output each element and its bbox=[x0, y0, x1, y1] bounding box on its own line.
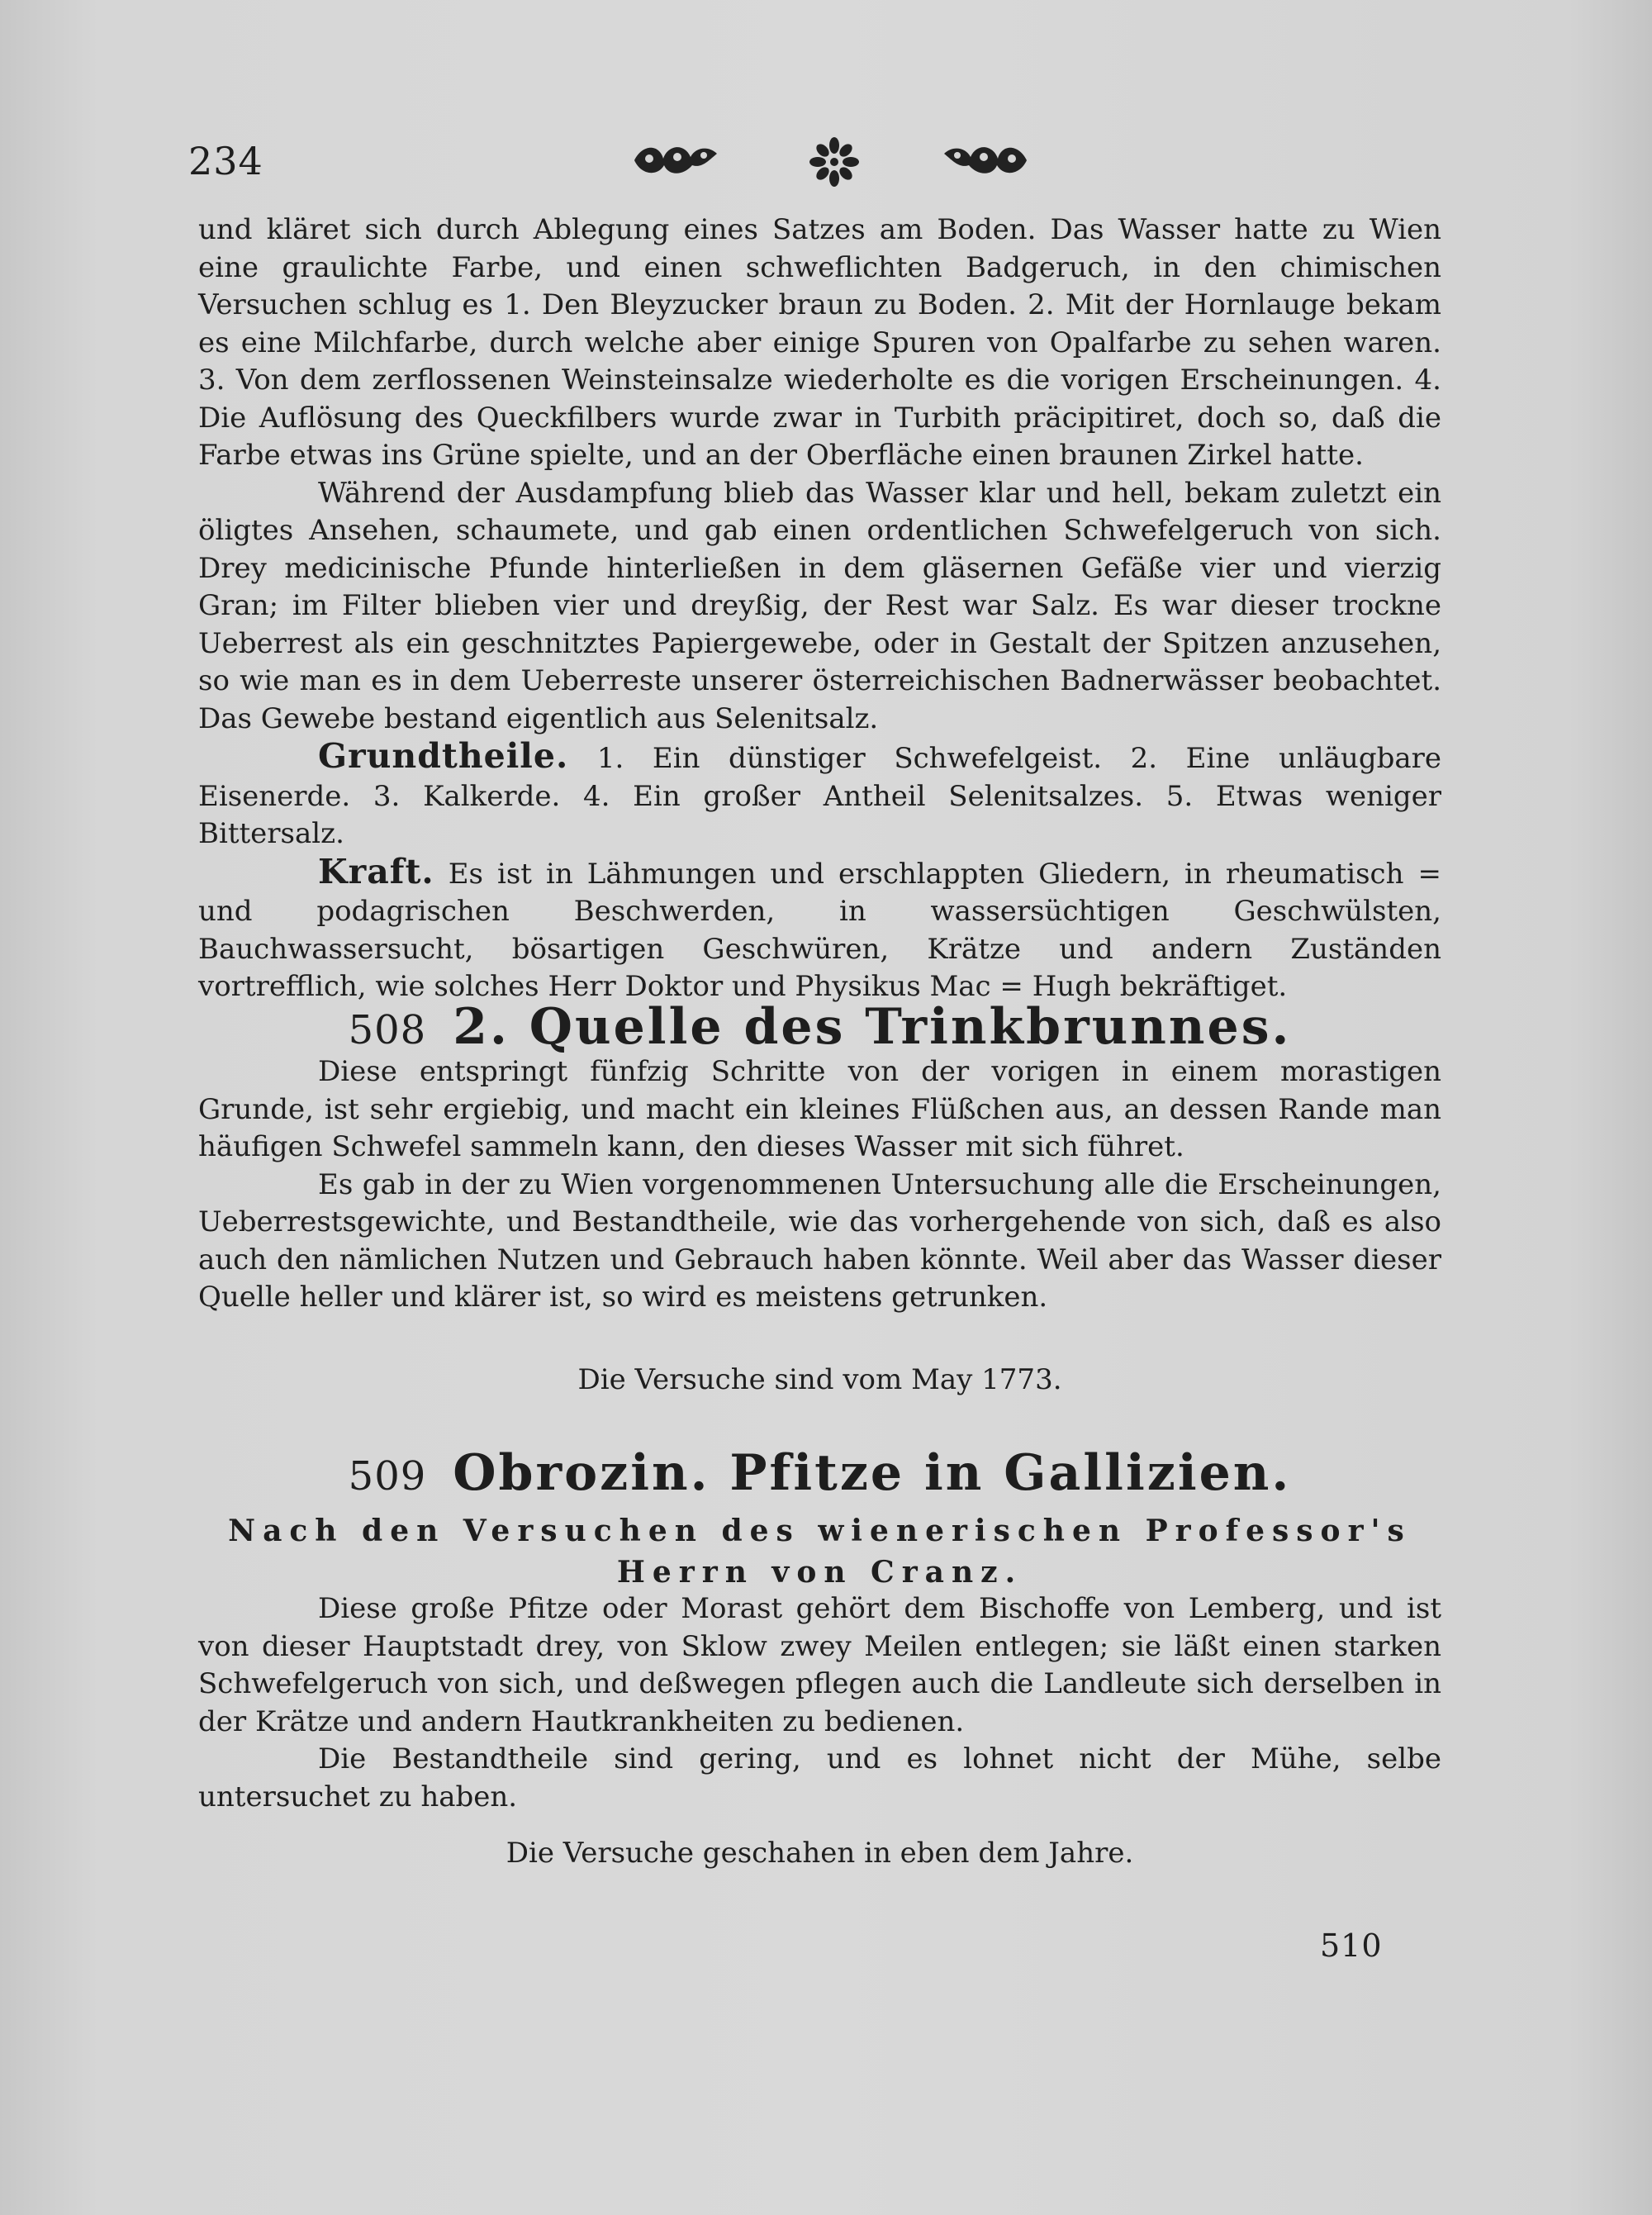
catchword: 510 bbox=[1320, 1927, 1383, 1964]
section-heading-509 bbox=[198, 1444, 1441, 1502]
experiment-date: Die Versuche sind vom May 1773. bbox=[577, 1363, 1062, 1396]
paragraph-lead: Grundtheile. bbox=[318, 736, 569, 776]
paragraph: Die Bestandtheile sind gering, und es lohnet nicht der Mühe, selbe untersuchet zu haben. bbox=[198, 1742, 1441, 1813]
page-header bbox=[188, 132, 1444, 190]
paragraph: Es gab in der zu Wien vorgenommenen Untersuchung alle die Erscheinungen, Ueberrestsgewichte, und Bestandtheile, wie das vorhergehende von sich, daß es also auch den nämlichen Nutzen und Gebrauch haben könnte. Weil aber das Wasser dieser Quelle heller und klärer ist, so wird es meistens getrunken. bbox=[198, 1167, 1441, 1314]
page-number: 234 bbox=[188, 139, 263, 183]
fleuron-right-icon bbox=[936, 135, 1035, 185]
paragraph: Während der Ausdampfung blieb das Wasser klar und hell, bekam zuletzt ein öligtes Ansehen, schaumete, und gab einen ordentlichen Schwefelgeruch von sich. Drey medicinische Pfunde hinterließen in dem gläsernen Gefäße vier und vierzig Gran; im Filter blieben vier und dreyßig, der Rest war Salz. Es war dieser trockne Ueberrest als ein geschnitztes Papiergewebe, oder in Gestalt der Spitzen anzusehen, so wie man es in dem Ueberreste unserer österreichischen Badnerwässer beobachtet. Das Gewebe bestand eigentlich aus Selenitsalz. bbox=[198, 476, 1441, 735]
section-508-text bbox=[198, 1053, 1441, 1317]
section-number: 508 bbox=[348, 1007, 427, 1053]
section-subheading bbox=[198, 1510, 1441, 1593]
paragraph-body: Es ist in Lähmungen und erschlappten Gliedern, in rheumatisch = und podagrischen Beschwerden, in wassersüchtigen Geschwülsten, Bauchwassersucht, bösartigen Geschwüren, Krätze und andern Zuständen vortrefflich, wie solches Herr Doktor und Physikus Mac = Hugh bekräftiget. bbox=[198, 857, 1441, 1003]
paragraph-lead: Kraft. bbox=[318, 851, 434, 891]
paragraph bbox=[198, 738, 1441, 853]
section-509-text bbox=[198, 1590, 1441, 1816]
section-title: 2. Quelle des Trinkbrunnes. bbox=[453, 998, 1292, 1056]
section-title: Obrozin. Pfitze in Gallizien. bbox=[453, 1444, 1292, 1502]
paragraph: Diese große Pfitze oder Morast gehört dem Bischoffe von Lemberg, und ist von dieser Hauptstadt drey, von Sklow zwey Meilen entlegen; sie läßt einen starken Schwefelgeruch von sich, und deßwegen pflegen auch die Landleute sich derselben in der Krätze und andern Hautkrankheiten zu bedienen. bbox=[198, 1592, 1441, 1738]
continued-text-block bbox=[198, 212, 1441, 1006]
paragraph: und kläret sich durch Ablegung eines Satzes am Boden. Das Wasser hatte zu Wien eine graulichte Farbe, und einen schweflichten Badgeruch, in den chimischen Versuchen schlug es 1. Den Bleyzucker braun zu Boden. 2. Mit der Hornlauge bekam es eine Milchfarbe, durch welche aber einige Spuren von Opalfarbe zu sehen waren. 3. Von dem zerflossenen Weinsteinsalze wiederholte es die vorigen Erscheinungen. 4. Die Auflösung des Queckfilbers wurde zwar in Turbith präcipitiret, doch so, daß die Farbe etwas ins Grüne spielte, und an der Oberfläche einen braunen Zirkel hatte. bbox=[198, 213, 1441, 472]
subheading-line: Herrn von Cranz. bbox=[616, 1555, 1023, 1590]
paragraph bbox=[198, 853, 1441, 1006]
rosette-icon bbox=[808, 135, 861, 188]
paragraph: Diese entspringt fünfzig Schritte von der vorigen in einem morastigen Grunde, ist sehr ergiebig, und macht ein kleines Flüßchen aus, an dessen Rande man häufigen Schwefel sammeln kann, den dieses Wasser mit sich führet. bbox=[198, 1055, 1441, 1163]
fleuron-left-icon bbox=[626, 135, 725, 185]
experiment-date: Die Versuche geschahen in eben dem Jahre. bbox=[506, 1837, 1134, 1870]
subheading-line: Nach den Versuchen des wienerischen Professor's bbox=[228, 1514, 1412, 1548]
section-number: 509 bbox=[348, 1453, 427, 1500]
section-heading-508 bbox=[198, 998, 1441, 1056]
paragraph-body: 1. Ein dünstiger Schwefelgeist. 2. Eine unläugbare Eisenerde. 3. Kalkerde. 4. Ein großer Antheil Selenitsalzes. 5. Etwas weniger Bittersalz. bbox=[198, 742, 1441, 850]
